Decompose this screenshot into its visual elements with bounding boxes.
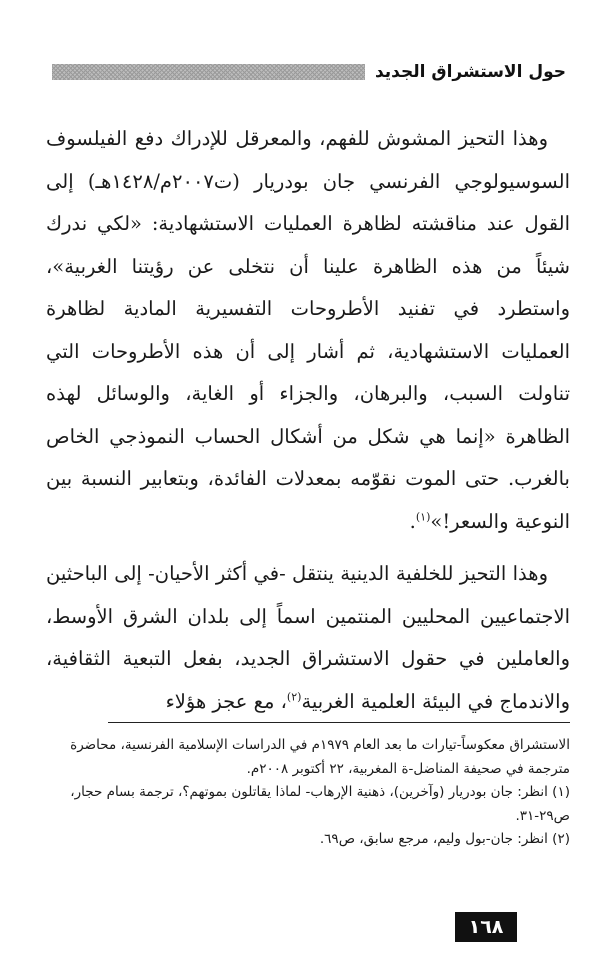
footnote-continued: الاستشراق معكوساً-تيارات ما بعد العام ١٩٧٩م في الدراسات الإسلامية الفرنسية، محاضرة مترجمة في صحيفة المناضل-ة المغربية، ٢٢ أكتوبر ٢٠٠٨م.	[70, 737, 570, 777]
paragraph-1-text: وهذا التحيز المشوش للفهم، والمعرقل للإدراك دفع الفيلسوف السوسيولوجي الفرنسي جان بودريار (ت٢٠٠٧م/١٤٢٨هـ) إلى القول عند مناقشته لظاهرة العمليات الاستشهادية: «لكي ندرك شيئاً من هذه الظاهرة علينا أن نتخلى عن رؤيتنا الغربية»، واستطرد في تفنيد الأطروحات التفسيرية المادية لظاهرة العمليات الاستشهادية، ثم أشار إلى أن هذه الأطروحات التي تناولت السبب، والبرهان، والجزاء أو الغاية، والوسائل لهذه الظاهرة «إنما هي شكل من أشكال الحساب النموذجي الخاص بالغرب. حتى الموت نقوّمه بمعدلات الفائدة، وبتعابير النسبة بين النوعية والسعر!»	[46, 127, 571, 533]
header-pattern-bar	[52, 64, 365, 80]
footnote-divider	[108, 722, 570, 723]
footnote-1: (١) انظر: جان بودريار (وآخرين)، ذهنية الإرهاب- لماذا يقاتلون بموتهم؟، ترجمة بسام حجار، ص٢٩-٣١.	[70, 784, 570, 824]
running-header-title: حول الاستشراق الجديد	[374, 62, 566, 82]
footnote-ref-1: (١)	[415, 510, 431, 523]
page-number: ١٦٨	[455, 912, 517, 942]
paragraph-2-text: وهذا التحيز للخلفية الدينية ينتقل -في أكثر الأحيان- إلى الباحثين الاجتماعيين المحليين المنتمين اسماً إلى بلدان الشرق الأوسط، والعاملين في حقول الاستشراق الجديد، بفعل التبعية الثقافية، والاندماج في البيئة العلمية الغربية	[46, 562, 570, 713]
paragraph-1	[46, 118, 570, 543]
footnotes	[50, 734, 570, 852]
main-text	[46, 118, 570, 733]
paragraph-1-end: .	[409, 509, 416, 533]
paragraph-2	[46, 553, 570, 723]
running-header	[52, 58, 566, 86]
paragraph-2-end: ، مع عجز هؤلاء	[165, 689, 287, 713]
footnote-ref-2: (٢)	[286, 690, 302, 703]
footnote-2: (٢) انظر: جان-بول وليم، مرجع سابق، ص٦٩.	[319, 831, 570, 847]
